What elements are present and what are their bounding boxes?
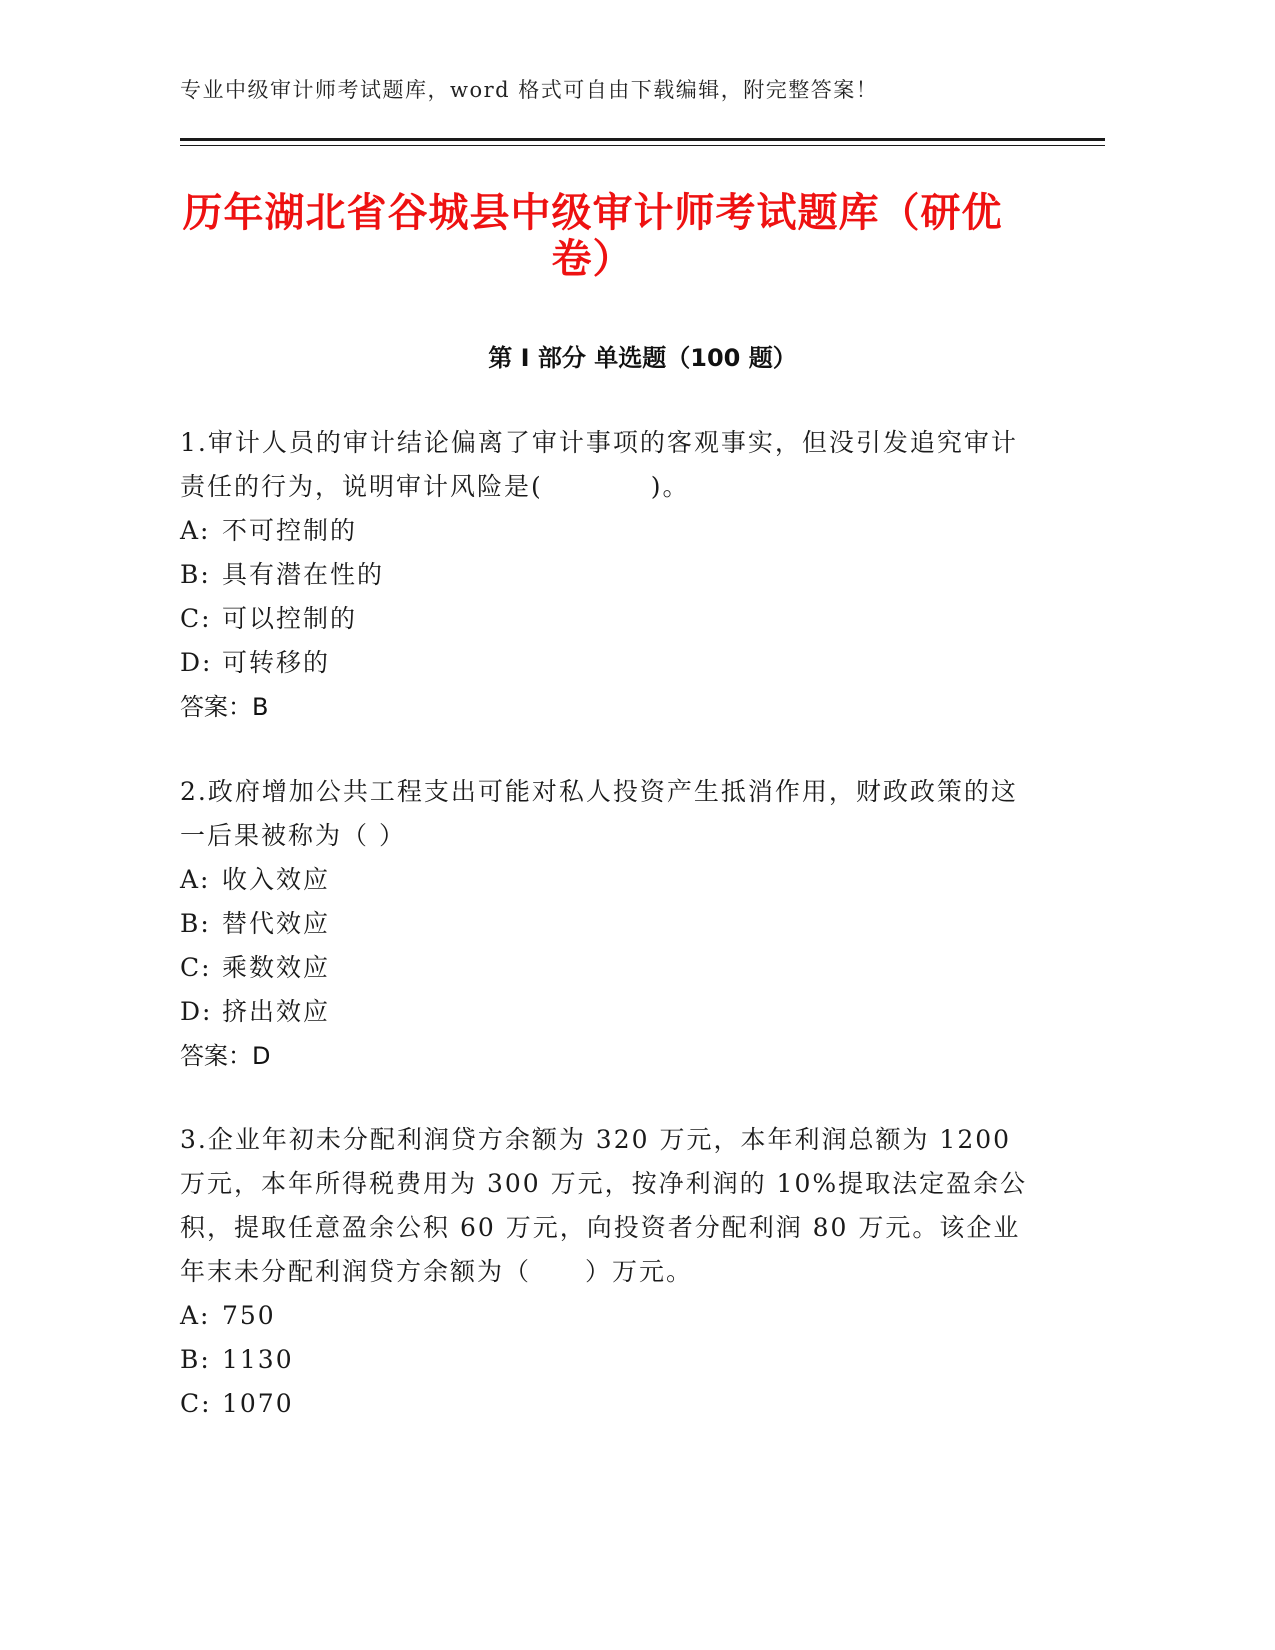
option-text: 750 <box>222 1301 276 1330</box>
question-1 <box>180 421 1040 729</box>
answer: 答案：D <box>180 1042 271 1070</box>
option-c <box>180 946 1040 990</box>
option-b <box>180 1338 1040 1382</box>
option-key: C: <box>180 1389 212 1418</box>
option-key: A: <box>180 865 211 894</box>
option-a <box>180 858 1040 902</box>
question-2 <box>180 770 1040 1078</box>
option-text: 可以控制的 <box>222 604 358 633</box>
header-rule-thick <box>180 138 1105 141</box>
option-a <box>180 509 1040 553</box>
option-d <box>180 990 1040 1034</box>
option-c <box>180 1382 1040 1426</box>
option-key: D: <box>180 648 213 677</box>
option-key: A: <box>180 516 211 545</box>
option-b <box>180 902 1040 946</box>
option-text: 具有潜在性的 <box>222 560 385 589</box>
option-key: B: <box>180 909 211 938</box>
option-text: 挤出效应 <box>222 997 331 1026</box>
option-key: C: <box>180 604 212 633</box>
answer: 答案：B <box>180 693 269 721</box>
option-b <box>180 553 1040 597</box>
option-text: 1070 <box>222 1389 294 1418</box>
option-text: 1130 <box>222 1345 294 1374</box>
document-title: 历年湖北省谷城县中级审计师考试题库（研优卷） <box>182 190 1003 282</box>
option-d <box>180 641 1040 685</box>
option-key: B: <box>180 1345 211 1374</box>
option-text: 乘数效应 <box>222 953 331 982</box>
question-stem: 3.企业年初未分配利润贷方余额为 320 万元，本年利润总额为 1200 万元，本年所得税费用为 300 万元，按净利润的 10%提取法定盈余公积，提取任意盈余公积 60 万元，向投资者分配利润 80 万元。该企业年末未分配利润贷方余额为（ ）万元。 <box>180 1125 1028 1286</box>
option-text: 收入效应 <box>222 865 331 894</box>
question-3 <box>180 1118 1040 1426</box>
option-key: B: <box>180 560 211 589</box>
option-key: C: <box>180 953 212 982</box>
section-title: 第 I 部分 单选题（100 题） <box>488 344 797 372</box>
option-key: D: <box>180 997 213 1026</box>
question-stem: 2.政府增加公共工程支出可能对私人投资产生抵消作用，财政政策的这一后果被称为（ ） <box>180 777 1018 850</box>
option-text: 不可控制的 <box>222 516 358 545</box>
header-rule-thin <box>180 145 1105 146</box>
header-note: 专业中级审计师考试题库，word 格式可自由下载编辑，附完整答案！ <box>180 78 879 102</box>
option-c <box>180 597 1040 641</box>
option-key: A: <box>180 1301 211 1330</box>
option-text: 替代效应 <box>222 909 331 938</box>
option-text: 可转移的 <box>222 648 331 677</box>
question-stem: 1.审计人员的审计结论偏离了审计事项的客观事实，但没引发追究审计责任的行为，说明审计风险是( )。 <box>180 428 1018 501</box>
option-a <box>180 1294 1040 1338</box>
